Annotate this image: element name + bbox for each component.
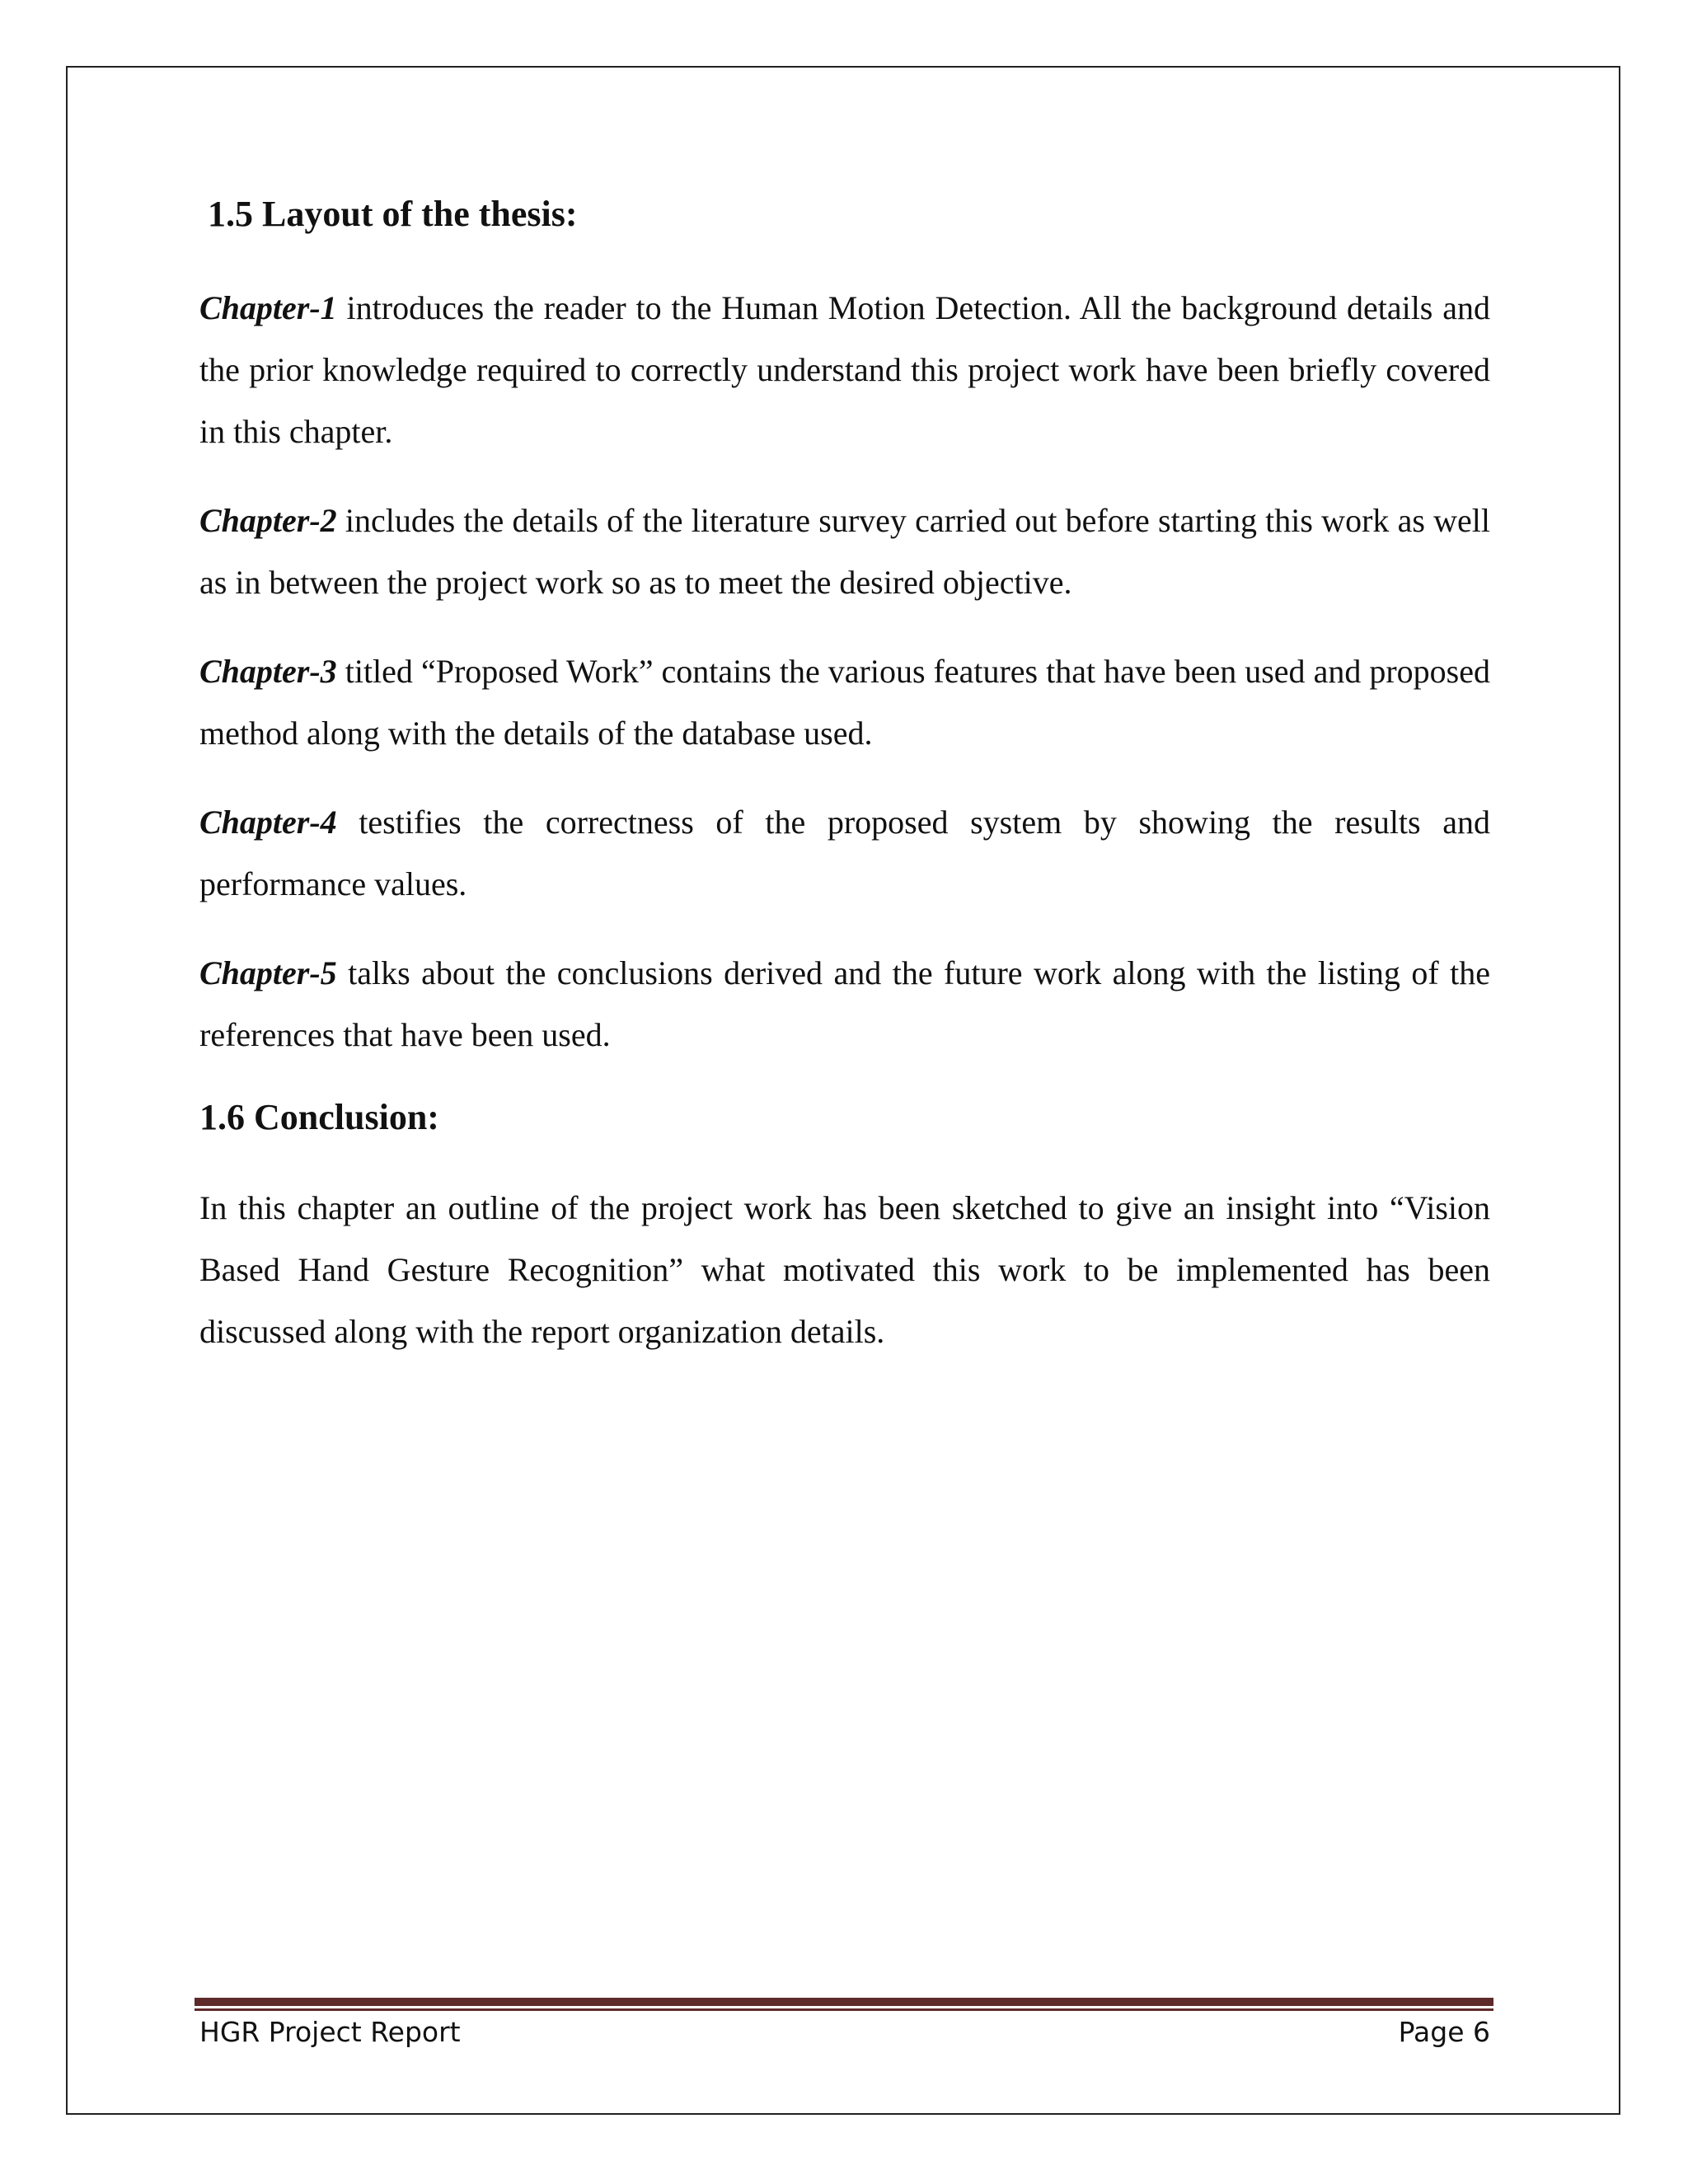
chapter-4-label: Chapter-4 [199, 804, 337, 841]
paragraph-chapter-5 [199, 942, 1490, 1066]
chapter-4-text: testifies the correctness of the proposed system by showing the results and performance values. [199, 804, 1490, 902]
paragraph-chapter-1 [199, 277, 1490, 462]
chapter-1-text: introduces the reader to the Human Motion Detection. All the background details and the prior knowledge required to correctly understand this project work have been briefly covered in this chapter. [199, 289, 1490, 450]
section-heading-layout: 1.5 Layout of the thesis: [208, 194, 578, 234]
paragraph-chapter-4 [199, 791, 1490, 915]
chapter-2-label: Chapter-2 [199, 502, 337, 539]
chapter-5-label: Chapter-5 [199, 954, 337, 991]
chapter-3-text: titled “Proposed Work” contains the various features that have been used and proposed method along with the details of the database used. [199, 653, 1490, 752]
page-footer [199, 2009, 1490, 2055]
chapter-5-text: talks about the conclusions derived and the future work along with the listing of the references that have been used. [199, 954, 1490, 1053]
footer-page-number: Page 6 [1398, 2016, 1490, 2048]
paragraph-chapter-3 [199, 640, 1490, 764]
chapter-2-text: includes the details of the literature survey carried out before starting this work as well as in between the project work so as to meet the desired objective. [199, 502, 1490, 601]
chapter-1-label: Chapter-1 [199, 289, 337, 326]
footer-rule-thick [195, 1998, 1493, 2006]
paragraph-chapter-2 [199, 490, 1490, 613]
page-content [199, 190, 1490, 1390]
footer-report-title: HGR Project Report [199, 2016, 461, 2048]
paragraph-conclusion: In this chapter an outline of the project work has been sketched to give an insight into “Vision Based Hand Gesture Recognition” what motivated this work to be implemented has been discussed along with the report organization details. [199, 1189, 1490, 1350]
section-heading-conclusion: 1.6 Conclusion: [199, 1097, 439, 1137]
chapter-3-label: Chapter-3 [199, 653, 337, 690]
